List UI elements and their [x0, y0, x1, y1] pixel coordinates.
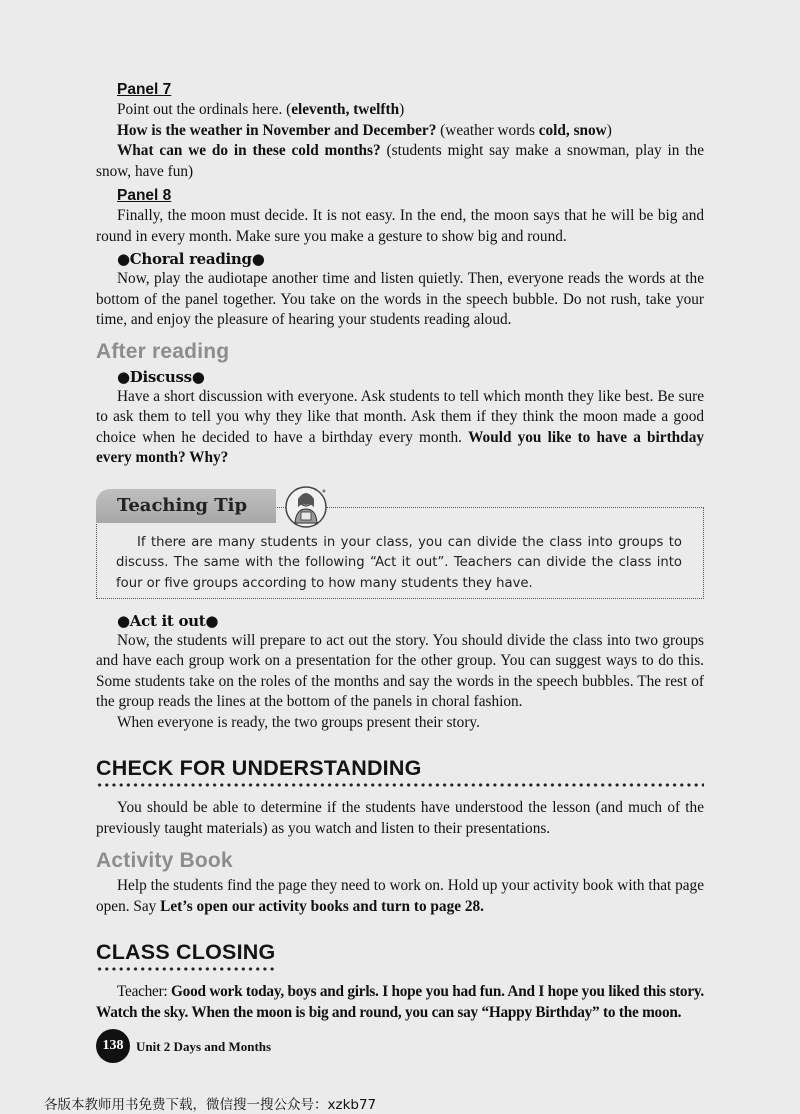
panel-7-heading: Panel 7	[117, 81, 172, 98]
act-it-out-text-2: When everyone is ready, the two groups present their story.	[117, 713, 480, 731]
choral-reading-heading: ●Choral reading●	[117, 250, 265, 268]
teaching-tip-tab	[96, 489, 276, 523]
discuss-heading: ●Discuss●	[117, 367, 205, 386]
discuss-text: Have a short discussion with everyone. Ask students to tell which month they like best. Be sure to ask them to tell you why they like that month. Ask them if they think the moon made a good choice when he decided to have a birthday every month. Would you like to have a birthday every month? Why?	[96, 387, 704, 466]
check-text: You should be able to determine if the students have understood the lesson (and much of the previously taught materials) as you watch and listen to their presentations.	[96, 799, 704, 837]
act-it-out-heading: ●Act it out●	[117, 611, 219, 630]
panel-7-line-3: What can we do in these cold months? (students might say make a snowman, play in the snow, have fun)	[96, 142, 704, 180]
after-reading-heading: After reading	[96, 339, 230, 363]
act-it-out-text: Now, the students will prepare to act out the story. You should divide the class into two groups and have each group work on a presentation for the other group. You can suggest ways to do this. Some students take on the roles of the months and say the words in the speech bubbles. The rest of the group reads the lines at the bottom of the panels in choral fashion.	[96, 631, 704, 710]
activity-book-heading: Activity Book	[96, 849, 233, 872]
teaching-tip-text: If there are many students in your class, you can divide the class into groups to discuss. The same with the following “Act it out”. Teachers can divide the class into four or five groups according to how many students they have.	[116, 534, 682, 591]
unit-title: Unit 2 Days and Months	[136, 1039, 272, 1054]
check-dotted-rule	[96, 782, 704, 788]
choral-reading-text: Now, play the audiotape another time and listen quietly. Then, everyone reads the words at the bottom of the panel together. You take on the words in the speech bubble. Do not rush, take your time, and enjoy the pleasure of hearing your students reading aloud.	[96, 270, 704, 328]
watermark-text: 各版本教师用书免费下载，微信搜一搜公众号：xzkb77	[44, 1097, 377, 1113]
page-content	[96, 80, 704, 1023]
page-number-badge: 138	[96, 1029, 130, 1063]
activity-book-text: Help the students find the page they need to work on. Hold up your activity book with that page open. Say Let’s open our activity books and turn to page 28.	[96, 877, 704, 915]
closing-text: Teacher: Good work today, boys and girls. I hope you had fun. And I hope you liked this story. Watch the sky. When the moon is big and round, you can say “Happy Birthday” to the moon.	[96, 983, 704, 1021]
closing-dotted-rule	[96, 966, 274, 972]
closing-section	[96, 939, 704, 972]
closing-heading: CLASS CLOSING	[96, 940, 276, 964]
teaching-tip-box	[96, 489, 704, 599]
check-heading: CHECK FOR UNDERSTANDING	[96, 756, 422, 780]
panel-8-heading: Panel 8	[117, 187, 172, 204]
panel-7-line-1: Point out the ordinals here. (eleventh, twelfth)	[117, 101, 405, 118]
teaching-tip-label: Teaching Tip	[117, 494, 248, 516]
teacher-portrait-icon	[284, 485, 328, 529]
panel-8-text: Finally, the moon must decide. It is not easy. In the end, the moon says that he will be big and round in every month. Make sure you make a gesture to show big and round.	[96, 207, 704, 245]
panel-7-line-2: How is the weather in November and December? (weather words cold, snow)	[117, 121, 612, 139]
check-section	[96, 755, 704, 788]
